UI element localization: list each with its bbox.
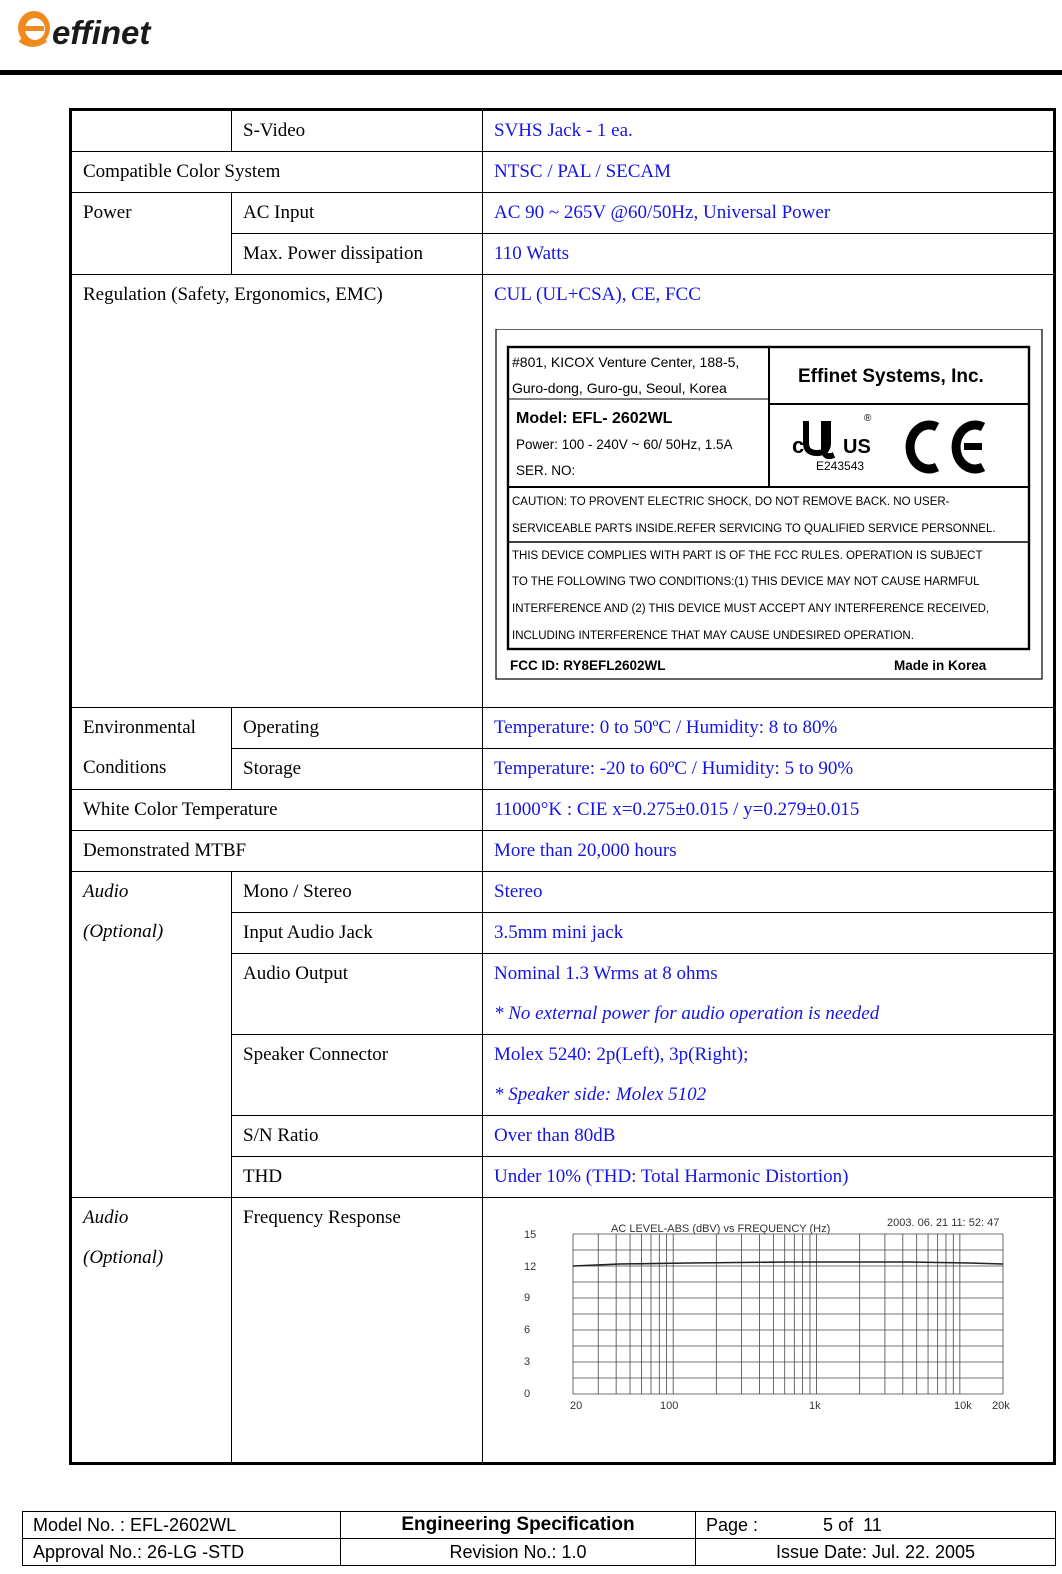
- label-fcc3: INTERFERENCE AND (2) THIS DEVICE MUST ACCEPT ANY INTERFERENCE RECEIVED,: [512, 603, 990, 615]
- x-tick-1k: 1k: [809, 1400, 821, 1412]
- product-label-image: [494, 329, 1044, 699]
- footer-title: Engineering Specification: [341, 1512, 696, 1539]
- label-address2: Guro-dong, Guro-gu, Seoul, Korea: [512, 380, 727, 396]
- label-power: Power: 100 - 240V ~ 60/ 50Hz, 1.5A: [516, 437, 733, 452]
- label-made-in: Made in Korea: [894, 658, 987, 673]
- footer-revision: Revision No.: 1.0: [341, 1539, 696, 1566]
- frequency-response-graph: [489, 1206, 1042, 1456]
- graph-date: 2003. 06. 21 11: 52: 47: [887, 1217, 1000, 1229]
- y-tick-3: 3: [524, 1356, 531, 1368]
- graph-y-ticks: [524, 1229, 536, 1400]
- row-audio-mono: [71, 872, 1055, 913]
- thd-value: Under 10% (THD: Total Harmonic Distortion): [483, 1157, 1055, 1198]
- header-rule: [0, 70, 1062, 75]
- y-tick-0: 0: [524, 1388, 531, 1400]
- mtbf-value: More than 20,000 hours: [483, 831, 1055, 872]
- graph-x-ticks: [570, 1400, 1010, 1412]
- x-tick-100: 100: [660, 1400, 679, 1412]
- x-tick-20: 20: [570, 1400, 583, 1412]
- freq-label: Frequency Response: [232, 1198, 483, 1464]
- row-mtbf: [71, 831, 1055, 872]
- row-white-temp: [71, 790, 1055, 831]
- audio2-label-line1: Audio: [83, 1207, 129, 1228]
- env-label-line2: Conditions: [83, 757, 167, 778]
- response-curve: [573, 1262, 1003, 1266]
- effinet-logo: [14, 2, 174, 54]
- footer-page: Page : 5 of 11: [696, 1512, 1056, 1539]
- row-env-operating: [71, 708, 1055, 749]
- regulation-value: CUL (UL+CSA), CE, FCC: [494, 284, 701, 305]
- ce-mark-icon: [910, 425, 983, 469]
- white-temp-label: White Color Temperature: [71, 790, 483, 831]
- label-ul-number: E243543: [816, 459, 865, 473]
- mono-value: Stereo: [483, 872, 1055, 913]
- svg-text:c: c: [792, 433, 805, 458]
- y-tick-15: 15: [524, 1229, 537, 1241]
- mtbf-label: Demonstrated MTBF: [71, 831, 483, 872]
- audio2-label-line2: (Optional): [83, 1247, 164, 1268]
- label-fcc-id: FCC ID: RY8EFL2602WL: [510, 658, 666, 673]
- y-tick-12: 12: [524, 1261, 537, 1273]
- speaker-note: * Speaker side: Molex 5102: [494, 1084, 707, 1105]
- label-serial: SER. NO:: [516, 463, 576, 478]
- row-power-ac: [71, 193, 1055, 234]
- sn-label: S/N Ratio: [232, 1116, 483, 1157]
- ac-input-value: AC 90 ~ 265V @60/50Hz, Universal Power: [483, 193, 1055, 234]
- logo-text: effinet: [52, 14, 151, 51]
- mono-label: Mono / Stereo: [232, 872, 483, 913]
- label-fcc2: TO THE FOLLOWING TWO CONDITIONS:(1) THIS DEVICE MAY NOT CAUSE HARMFUL: [512, 576, 980, 588]
- thd-label: THD: [232, 1157, 483, 1198]
- storage-label: Storage: [232, 749, 483, 790]
- svg-text:US: US: [843, 436, 871, 458]
- label-fcc4: INCLUDING INTERFERENCE THAT MAY CAUSE UNDESIRED OPERATION.: [512, 630, 914, 642]
- footer-model: Model No. : EFL-2602WL: [23, 1512, 341, 1539]
- audio-label-line2: (Optional): [83, 921, 164, 942]
- storage-value: Temperature: -20 to 60ºC / Humidity: 5 to 90%: [483, 749, 1055, 790]
- power-label: Power: [71, 193, 232, 275]
- cul-mark-icon: [792, 413, 872, 473]
- y-tick-6: 6: [524, 1324, 531, 1336]
- operating-label: Operating: [232, 708, 483, 749]
- operating-value: Temperature: 0 to 50ºC / Humidity: 8 to 80%: [483, 708, 1055, 749]
- x-tick-20k: 20k: [992, 1400, 1010, 1412]
- label-model: Model: EFL- 2602WL: [516, 410, 673, 427]
- svideo-value: SVHS Jack - 1 ea.: [483, 110, 1055, 152]
- jack-label: Input Audio Jack: [232, 913, 483, 954]
- label-caution2: SERVICEABLE PARTS INSIDE.REFER SERVICING TO QUALIFIED SERVICE PERSONNEL.: [512, 523, 996, 535]
- power-diss-label: Max. Power dissipation: [232, 234, 483, 275]
- ac-input-label: AC Input: [232, 193, 483, 234]
- row-color-system: [71, 152, 1055, 193]
- color-system-label: Compatible Color System: [71, 152, 483, 193]
- footer-issue: Issue Date: Jul. 22. 2005: [696, 1539, 1056, 1566]
- regulation-label: Regulation (Safety, Ergonomics, EMC): [71, 275, 483, 708]
- color-system-value: NTSC / PAL / SECAM: [483, 152, 1055, 193]
- label-caution1: CAUTION: TO PROVENT ELECTRIC SHOCK, DO NOT REMOVE BACK. NO USER-: [512, 496, 950, 508]
- white-temp-value: 11000°K : CIE x=0.275±0.015 / y=0.279±0.015: [483, 790, 1055, 831]
- graph-title: AC LEVEL-ABS (dBV) vs FREQUENCY (Hz): [611, 1223, 831, 1235]
- env-label-line1: Environmental: [83, 717, 196, 738]
- svideo-label: S-Video: [232, 110, 483, 152]
- spec-table: [69, 108, 1056, 1465]
- footer-approval: Approval No.: 26-LG -STD: [23, 1539, 341, 1566]
- graph-grid: [573, 1234, 1003, 1394]
- audio-output-note: * No external power for audio operation is needed: [494, 1003, 880, 1024]
- speaker-label: Speaker Connector: [232, 1035, 483, 1116]
- label-fcc1: THIS DEVICE COMPLIES WITH PART IS OF THE FCC RULES. OPERATION IS SUBJECT: [512, 550, 983, 562]
- row-regulation: [71, 275, 1055, 708]
- audio-output-value: Nominal 1.3 Wrms at 8 ohms: [494, 963, 718, 984]
- row-frequency-response: [71, 1198, 1055, 1464]
- jack-value: 3.5mm mini jack: [483, 913, 1055, 954]
- sn-value: Over than 80dB: [483, 1116, 1055, 1157]
- audio-output-label: Audio Output: [232, 954, 483, 1035]
- row-svideo: [71, 110, 1055, 152]
- label-address1: #801, KICOX Venture Center, 188-5,: [512, 354, 740, 370]
- y-tick-9: 9: [524, 1292, 531, 1304]
- x-tick-10k: 10k: [954, 1400, 972, 1412]
- speaker-value: Molex 5240: 2p(Left), 3p(Right);: [494, 1044, 749, 1065]
- audio-label-line1: Audio: [83, 881, 129, 902]
- label-company: Effinet Systems, Inc.: [798, 366, 984, 387]
- power-diss-value: 110 Watts: [483, 234, 1055, 275]
- svg-text:®: ®: [864, 413, 872, 424]
- footer-table: [22, 1511, 1056, 1566]
